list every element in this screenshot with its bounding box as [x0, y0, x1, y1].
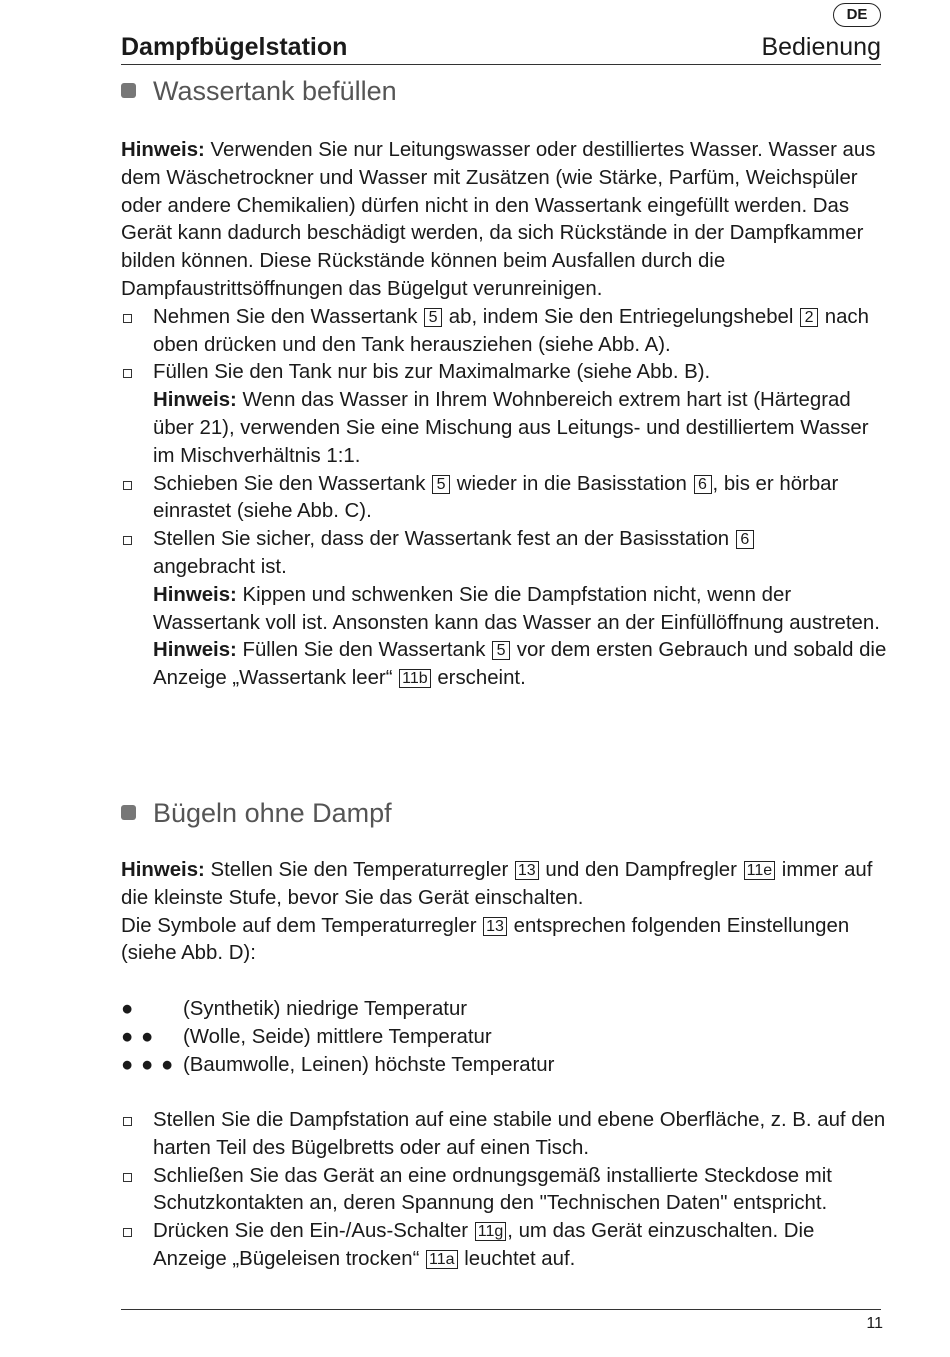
- header-divider: [121, 64, 881, 65]
- list-item: Drücken Sie den Ein-/Aus-Schalter 11g , um das Gerät einzuschalten. Die Anzeige „Bügeleisen trocken“ 11a leuchtet auf.: [121, 1218, 891, 1274]
- checkbox-bullet-icon: [123, 314, 132, 323]
- chapter-title: Bedienung: [761, 33, 881, 61]
- list-item: Stellen Sie die Dampfstation auf eine stabile und ebene Oberfläche, z. B. auf den harten Teil des Bügelbretts oder auf einen Tisch.: [121, 1107, 891, 1163]
- temperature-item: ● (Synthetik) niedrige Temperatur: [121, 996, 891, 1024]
- part-ref: 11a: [426, 1250, 458, 1269]
- temperature-dots-icon: ●: [121, 998, 135, 1020]
- part-ref: 5: [424, 308, 442, 327]
- checkbox-bullet-icon: [123, 1228, 132, 1237]
- temperature-dots-icon: ● ● ●: [121, 1053, 175, 1076]
- page-number: 11: [866, 1315, 883, 1332]
- list-item: Füllen Sie den Tank nur bis zur Maximalmarke (siehe Abb. B). Hinweis: Wenn das Wasser in Ihrem Wohnbereich extrem hart ist (Härtegrad über 21), verwenden Sie eine Mischung aus Leitungs- und destilliertem Wasser im Mischverhältnis 1:1.: [121, 359, 891, 470]
- part-ref: 6: [694, 475, 712, 494]
- temperature-item: ● ● (Wolle, Seide) mittlere Temperatur: [121, 1024, 891, 1052]
- footer-divider: [121, 1309, 881, 1310]
- part-ref: 11g: [475, 1222, 507, 1241]
- checkbox-bullet-icon: [123, 1173, 132, 1182]
- note-paragraph: Hinweis: Stellen Sie den Temperaturregler 13 und den Dampfregler 11e immer auf die kleinste Stufe, bevor Sie das Gerät einschalten.: [121, 859, 873, 909]
- section-bullet-icon: [121, 83, 136, 98]
- temperature-item: ● ● ● (Baumwolle, Leinen) höchste Temperatur: [121, 1052, 891, 1080]
- section-bullet-icon: [121, 805, 136, 820]
- temperature-list: [121, 996, 891, 1079]
- document-title: Dampfbügelstation: [121, 33, 348, 61]
- checkbox-bullet-icon: [123, 1117, 132, 1126]
- symbols-paragraph: Die Symbole auf dem Temperaturregler 13 entsprechen folgenden Einstellungen (siehe Abb. D):: [121, 914, 850, 965]
- note-paragraph: Hinweis: Verwenden Sie nur Leitungswasser oder destilliertes Wasser. Wasser aus dem Wäschetrockner und Wasser mit Zusätzen (wie Stärke, Parfüm, Weichspüler oder andere Chemikalien) dürfen nicht in den Wassertank eingefüllt werden. Das Gerät kann dadurch beschädigt werden, da sich Rückstände in der Dampfkammer bilden können. Diese Rückstände können beim Ausfallen durch die Dampfaustrittsöffnungen das Bügelgut verunreinigen.: [121, 139, 876, 300]
- section-heading-buegeln: Bügeln ohne Dampf: [121, 798, 392, 829]
- part-ref: 13: [515, 861, 539, 880]
- temperature-dots-icon: ● ●: [121, 1025, 155, 1048]
- part-ref: 11e: [744, 861, 776, 880]
- checkbox-bullet-icon: [123, 481, 132, 490]
- list-item: Stellen Sie sicher, dass der Wassertank fest an der Basisstation 6 angebracht ist. Hinweis: Kippen und schwenken Sie die Dampfstation nicht, wenn der Wassertank voll ist. Ansonsten kann das Wasser an der Einfüllöffnung austreten. Hinweis: Füllen Sie den Wassertank 5 vor dem ersten Gebrauch und sobald die Anzeige „Wassertank leer“ 11b erscheint.: [121, 526, 891, 693]
- section-heading-wassertank: Wassertank befüllen: [121, 76, 397, 107]
- section-buegeln-steps: [121, 1107, 891, 1274]
- list-item: Nehmen Sie den Wassertank 5 ab, indem Sie den Entriegelungshebel 2 nach oben drücken und den Tank herausziehen (siehe Abb. A).: [121, 304, 891, 360]
- list-item: Schieben Sie den Wassertank 5 wieder in die Basisstation 6 , bis er hörbar einrastet (siehe Abb. C).: [121, 471, 891, 527]
- language-badge: DE: [833, 3, 881, 27]
- list-item: Schließen Sie das Gerät an eine ordnungsgemäß installierte Steckdose mit Schutzkontakten an, deren Spannung den "Technischen Daten" entspricht.: [121, 1163, 891, 1219]
- section-buegeln-body: [121, 857, 891, 968]
- part-ref: 2: [800, 308, 818, 327]
- checkbox-bullet-icon: [123, 536, 132, 545]
- part-ref: 5: [492, 641, 510, 660]
- part-ref: 6: [736, 530, 754, 549]
- section-wassertank-body: [121, 137, 891, 693]
- checkbox-bullet-icon: [123, 369, 132, 378]
- part-ref: 11b: [399, 669, 431, 688]
- part-ref: 5: [432, 475, 450, 494]
- part-ref: 13: [483, 917, 507, 936]
